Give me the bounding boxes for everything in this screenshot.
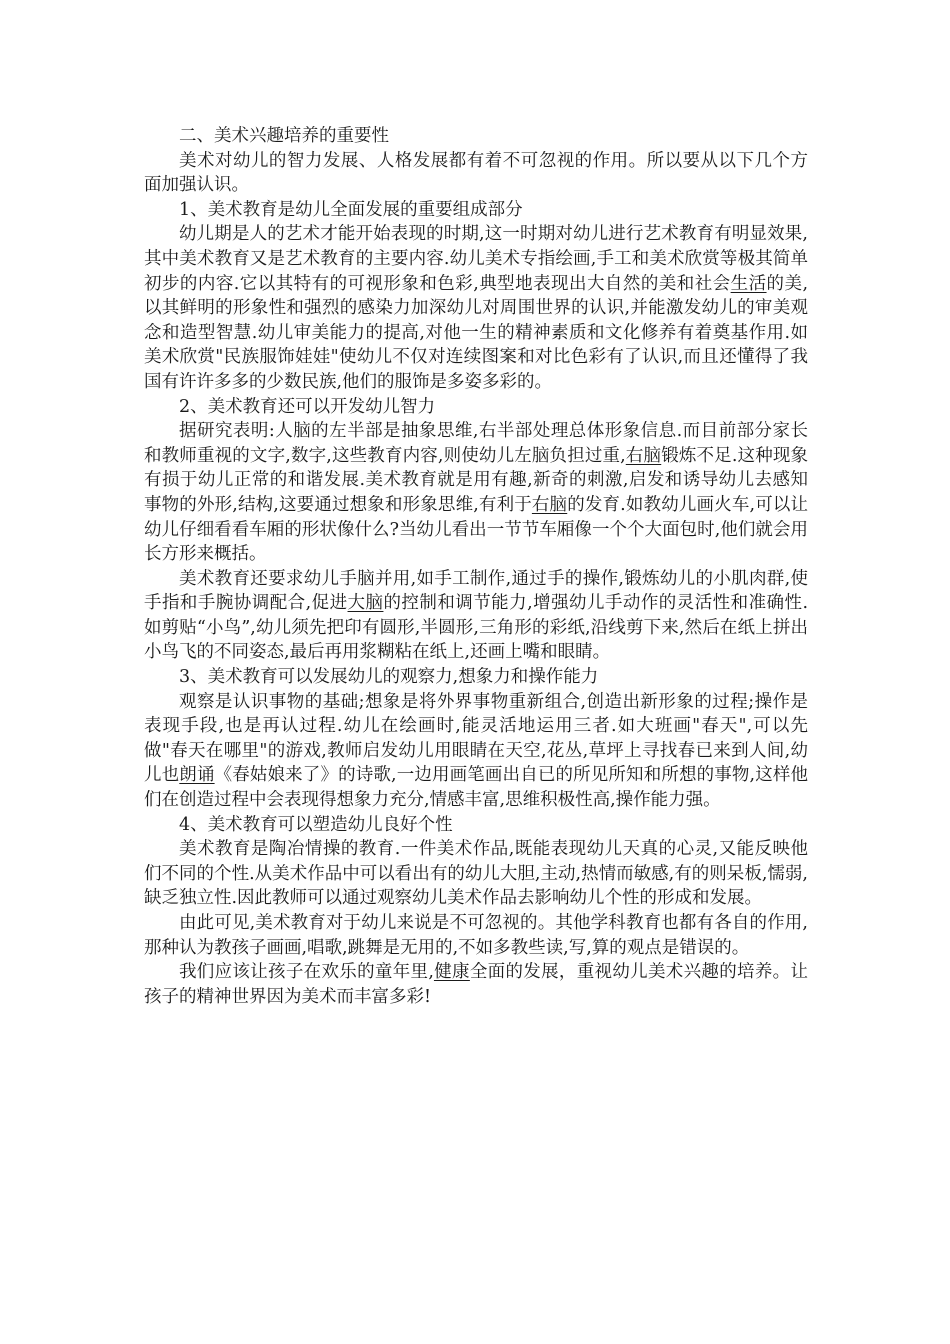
- text-span: 的发育.如教幼儿画火车,可以让幼儿仔细看看车厢的形状像什么?当幼儿看出一节节车厢像一个个大面包时,他们就会用长方形来概括。: [144, 494, 809, 565]
- text-span: 全面的发展，重视幼儿美术兴趣的培养。让孩子的精神世界因为美术而丰富多彩!: [144, 962, 808, 1007]
- paragraph-6: 由此可见,美术教育对于幼儿来说是不可忽视的。其他学科教育也都有各自的作用,那种认为教孩子画画,唱歌,跳舞是无用的,不如多教些读,写,算的观点是错误的。: [144, 913, 808, 958]
- subheading-4: 4、美术教育可以塑造幼儿良好个性: [179, 814, 453, 835]
- link-jiankang[interactable]: 健康: [433, 962, 470, 983]
- link-langsong[interactable]: 朗诵: [179, 765, 215, 786]
- subheading-1: 1、美术教育是幼儿全面发展的重要组成部分: [179, 199, 523, 220]
- text-span: 幼儿期是人的艺术才能开始表现的时期,这一时期对幼儿进行艺术教育有明显效果,其中美术教育又是艺术教育的主要内容.幼儿美术专指绘画,手工和美术欣赏等极其简单初步的内容.它以其特有的可视形象和色彩,典型地表现出大自然的美和社会: [144, 224, 808, 294]
- text-span: 我们应该让孩子在欢乐的童年里,: [179, 962, 434, 983]
- intro-paragraph: 美术对幼儿的智力发展、人格发展都有着不可忽视的作用。所以要从以下几个方面加强认识。: [144, 150, 808, 196]
- link-younao-2[interactable]: 右脑: [531, 494, 568, 515]
- text-span: 的美,以其鲜明的形象性和强烈的感染力加深幼儿对周围世界的认识,并能激发幼儿的审美观念和造型智慧.幼儿审美能力的提高,对他一生的精神素质和文化修养有着奠基作用.如美术欣赏"民族服饰娃娃"使幼儿不仅对连续图案和对比色彩有了认识,而且还懂得了我国有许许多多的少数民族,他们的服饰是多姿多彩的。: [144, 273, 809, 392]
- subheading-3: 3、美术教育可以发展幼儿的观察力,想象力和操作能力: [179, 667, 599, 688]
- paragraph-1: [144, 222, 808, 394]
- link-younao-1[interactable]: 右脑: [625, 445, 662, 466]
- text-span: 观察是认识事物的基础;想象是将外界事物重新组合,创造出新形象的过程;操作是表现手段,也是再认过程.幼儿在绘画时,能灵活地运用三者.如大班画"春天",可以先做"春天在哪里"的游戏,教师启发幼儿用眼睛在天空,花丛,草坪上寻找春已来到人间,幼儿也: [144, 691, 808, 786]
- paragraph-7: [144, 960, 808, 1009]
- paragraph-3: [144, 567, 808, 665]
- text-span: 据研究表明:人脑的左半部是抽象思维,右半部处理总体形象信息.而目前部分家长和教师重视的文字,数字,这些教育内容,则使幼儿左脑负担过重,: [144, 421, 808, 466]
- subheading-2: 2、美术教育还可以开发幼儿智力: [179, 396, 436, 417]
- text-span: 《春姑娘来了》的诗歌,一边用画笔画出自已的所见所知和所想的事物,这样他们在创造过程中会表现得想象力充分,情感丰富,思维积极性高,操作能力强。: [144, 765, 809, 811]
- paragraph-5: 美术教育是陶冶情操的教育.一件美术作品,既能表现幼儿天真的心灵,又能反映他们不同的个性.从美术作品中可以看出有的幼儿大胆,主动,热情而敏感,有的则呆板,懦弱,缺乏独立性.因此教师可以通过观察幼儿美术作品去影响幼儿个性的形成和发展。: [144, 839, 808, 909]
- document-body: [144, 124, 808, 1009]
- section-heading: 二、美术兴趣培养的重要性: [179, 126, 389, 146]
- text-span: 锻炼不足.这种现象有损于幼儿正常的和谐发展.美术教育就是用有趣,新奇的刺激,启发和诱导幼儿去感知事物的外形,结构,这要通过想象和形象思维,有利于: [144, 445, 809, 515]
- paragraph-2: [144, 419, 808, 567]
- link-shenghuo[interactable]: 生活: [730, 273, 767, 294]
- text-span: 的控制和调节能力,增强幼儿手动作的灵活性和准确性.如剪贴“小鸟”,幼儿须先把印有圆形,半圆形,三角形的彩纸,沿线剪下来,然后在纸上拼出小鸟飞的不同姿态,最后再用浆糊粘在纸上,还画上嘴和眼睛。: [144, 593, 809, 663]
- link-danao[interactable]: 大脑: [347, 593, 384, 614]
- paragraph-4: [144, 690, 808, 813]
- text-span: 美术教育还要求幼儿手脑并用,如手工制作,通过手的操作,锻炼幼儿的小肌肉群,使手指和手腕协调配合,促进: [144, 568, 808, 614]
